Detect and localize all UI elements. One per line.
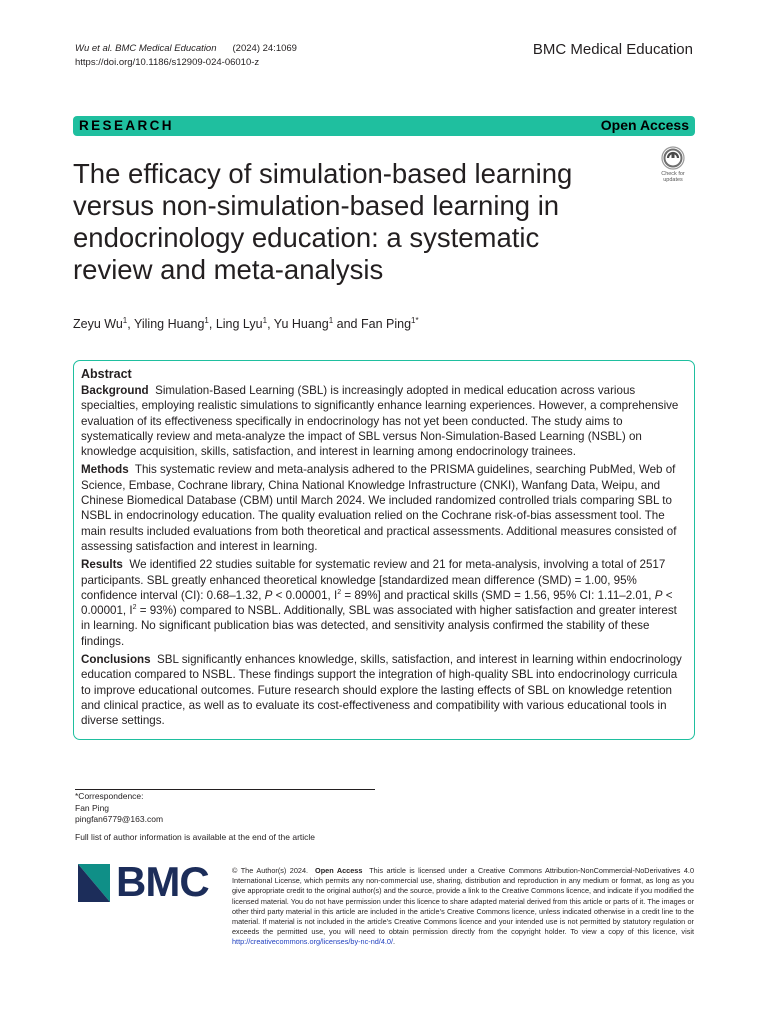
footnote-divider	[75, 789, 375, 790]
license-end: .	[393, 937, 396, 947]
affiliation-marker: 1*	[411, 316, 419, 325]
open-access-label: Open Access	[600, 117, 689, 133]
check-for-updates-button[interactable]	[654, 146, 692, 184]
citation-header	[75, 42, 297, 70]
check-for-updates-icon	[654, 146, 692, 172]
author-list	[73, 316, 419, 331]
correspondence-label: *Correspondence:	[75, 791, 144, 801]
correspondence-name: Fan Ping	[75, 802, 110, 813]
author-name[interactable]: Yiling Huang	[133, 317, 205, 332]
citation-line	[75, 42, 297, 56]
citation-year-volume: (2024) 24:1069	[232, 43, 297, 54]
section-label: Background	[81, 384, 149, 397]
section-label: Conclusions	[81, 653, 151, 667]
section-text: This systematic review and meta-analysis adhered to the PRISMA guidelines, searching PubMed, Web of Science, Embase, Cochrane library, China National Knowledge Infrastructure (CNKI), Wanfang Data, Weipu, and Chinese Biomedical Database (CBM) until March 2024. We included randomized controlled trials comparing SBL to NSBL in endocrinology education. The quality evaluation relied on the Cochrane risk-of-bias assessment tool. The main results included evaluations from both theoretical and practical assessments. Additional measures consisted of assessing satisfaction and interest in learning.	[81, 463, 677, 553]
author-name[interactable]: Yu Huang	[273, 317, 329, 332]
section-text: < 0.00001, I	[272, 588, 338, 602]
affiliation-marker: 1	[122, 316, 128, 325]
author-name[interactable]: Ling Lyu	[215, 317, 263, 332]
superscript: 2	[337, 589, 342, 596]
section-text: = 89%] and practical skills (SMD = 1.56, 95% CI: 1.11–2.01,	[341, 588, 655, 602]
citation-authors: Wu et al. BMC Medical Education	[75, 43, 217, 54]
section-text: < 0.00001, I	[81, 588, 673, 618]
affiliation-marker: 1	[204, 316, 209, 325]
license-text	[232, 866, 694, 948]
check-for-updates-label: Check for updates	[661, 171, 685, 183]
section-text: We identified 22 studies suitable for systematic review and 21 for meta-analysis, involving a total of 2517 participants. SBL greatly enhanced theoretical knowledge [standardized mean difference (SMD) = 1.00, 95% confidence interval (CI): 0.68–1.32,	[81, 558, 666, 602]
abstract-conclusions	[81, 652, 687, 728]
section-text: Simulation-Based Learning (SBL) is increasingly adopted in medical education across various specialties, employing realistic simulations to significantly enhance learning experiences. However, a comprehensive evaluation of its effectiveness specifically in endocrinology has not yet been conducted. The study aims to systematically review and meta-analyze the impact of SBL versus Non-Simulation-Based Learning (NSBL) on knowledge acquisition, skills, satisfaction, and interest in learning among endocrinology trainees.	[81, 384, 679, 459]
superscript: 2	[132, 604, 137, 612]
correspondence-email[interactable]: pingfan6779@163.com	[75, 814, 164, 824]
doi-link[interactable]: https://doi.org/10.1186/s12909-024-06010-z	[75, 57, 260, 68]
section-label: Methods	[81, 463, 129, 477]
author-info-note: Full list of author information is available at the end of the article	[75, 832, 316, 842]
abstract-methods	[81, 462, 687, 554]
section-label: Results	[81, 558, 123, 572]
article-title: The efficacy of simulation-based learning versus non-simulation-based learning in endocrinology education: a systematic review and meta-analysis	[73, 158, 573, 285]
bmc-logo	[78, 858, 218, 905]
license-link[interactable]: http://creativecommons.org/licenses/by-nc-nd/4.0/	[232, 937, 394, 947]
author-name[interactable]: Zeyu Wu	[73, 317, 123, 332]
section-text: = 93%) compared to NSBL. Additionally, SBL was associated with higher satisfaction and greater interest in learning. No significant publication bias was detected, and sensitivity analysis confirmed the stability of these findings.	[81, 604, 677, 648]
affiliation-marker: 1	[328, 316, 334, 325]
abstract-results	[81, 557, 687, 649]
separator: ,	[127, 317, 134, 332]
affiliation-marker: 1	[262, 316, 268, 325]
separator: ,	[267, 317, 274, 332]
abstract-heading: Abstract	[81, 367, 132, 381]
section-label: RESEARCH	[79, 118, 174, 133]
journal-name: BMC Medical Education	[532, 41, 693, 58]
p-symbol: P	[654, 588, 663, 602]
author-name[interactable]: Fan Ping	[360, 317, 412, 332]
correspondence	[75, 791, 163, 826]
abstract-box	[73, 360, 695, 740]
section-text: SBL significantly enhances knowledge, skills, satisfaction, and interest in learning within endocrinology education compared to NSBL. These findings support the integration of high-quality SBL into endocrinology curricula to improve educational outcomes. Future research should explore the lasting effects of SBL on knowledge retention and clinical practice, as well as to evaluate its cost-effectiveness and compatibility with various educational tools in diverse settings.	[81, 653, 682, 728]
abstract-background	[81, 383, 687, 459]
license-body: This article is licensed under a Creative Commons Attribution-NonCommercial-NoDerivatives 4.0 International License, which permits any non-commercial use, sharing, distribution and reproduction in any medium or format, as long as you give appropriate credit to the original author(s) and the source, provide a link to the Creative Commons licence, and indicate if you modified the licensed material. You do not have permission under this licence to share adapted material derived from this article or parts of it. The images or other third party material in this article are included in the article’s Creative Commons licence, unless indicated otherwise in a credit line to the material. If material is not included in the article’s Creative Commons licence and your intended use is not permitted by statutory regulation or exceeds the permitted use, you will need to obtain permission directly from the copyright holder. To view a copy of this licence, visit	[232, 866, 694, 937]
separator: and	[333, 317, 361, 332]
copyright: © The Author(s) 2024.	[232, 866, 309, 875]
section-banner	[73, 116, 695, 136]
open-access-label: Open Access	[315, 866, 363, 875]
bmc-logo-text: BMC	[116, 858, 209, 905]
separator: ,	[208, 317, 216, 332]
bmc-logo-mark-icon	[78, 864, 110, 902]
p-symbol: P	[264, 588, 273, 602]
